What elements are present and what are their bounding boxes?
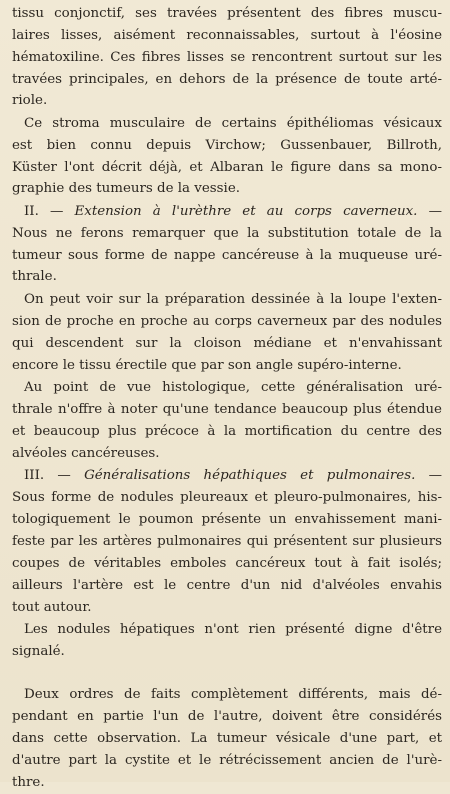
section-number: II. — — [24, 204, 75, 219]
text-line: tout autour. — [12, 600, 92, 615]
section-heading-line — [12, 201, 442, 223]
text-line: signalé. — [12, 644, 65, 659]
text-line: graphie des tumeurs de la vessie. — [12, 181, 240, 196]
text-line: Au point de vue histologique, cette généralisation uré- — [24, 380, 442, 395]
text-line: laires lisses, aisément reconnaissables, surtout à l'éosine — [12, 28, 442, 43]
text-line: Nous ne ferons remarquer que la substitution totale de la — [12, 226, 442, 241]
text-line: Küster l'ont décrit déjà, et Albaran le figure dans sa mono- — [12, 160, 442, 175]
text-line: qui descendent sur la cloison médiane et n'envahissant — [12, 336, 442, 351]
section-dash: — — [417, 204, 442, 219]
text-line: Les nodules hépatiques n'ont rien présenté digne d'être — [24, 622, 442, 637]
text-line: riole. — [12, 93, 48, 108]
text-line: d'autre part la cystite et le rétrécissement ancien de l'urè- — [12, 753, 442, 768]
text-line: On peut voir sur la préparation dessinée à la loupe l'exten- — [24, 292, 442, 307]
text-line: thrale n'offre à noter qu'une tendance beaucoup plus étendue — [12, 402, 442, 417]
text-line: travées principales, en dehors de la présence de toute arté- — [12, 72, 442, 87]
text-line: tologiquement le poumon présente un envahissement mani- — [12, 512, 442, 527]
section-title: Extension à l'urèthre et au corps caverneux. — [74, 204, 418, 219]
text-line: coupes de véritables emboles cancéreux tout à fait isolés; — [12, 556, 442, 571]
text-line: dans cette observation. La tumeur vésicale d'une part, et — [12, 731, 442, 746]
text-line: tumeur sous forme de nappe cancéreuse à la muqueuse uré- — [12, 248, 442, 263]
text-line: encore le tissu érectile que par son angle supéro-interne. — [12, 358, 402, 373]
text-line: et beaucoup plus précoce à la mortification du centre des — [12, 424, 442, 439]
text-line: feste par les artères pulmonaires qui présentent sur plusieurs — [12, 534, 442, 549]
section-dash: — — [415, 468, 442, 483]
section-title: Généralisations hépathiques et pulmonaires. — [84, 468, 416, 483]
text-line: hématoxiline. Ces fibres lisses se rencontrent surtout sur les — [12, 50, 442, 65]
text-line: ailleurs l'artère est le centre d'un nid d'alvéoles envahis — [12, 578, 442, 593]
section-heading-line — [12, 465, 442, 487]
section-number: III. — — [24, 468, 85, 483]
text-line: alvéoles cancéreuses. — [12, 446, 160, 461]
text-line: tissu conjonctif, ses travées présentent des fibres muscu- — [12, 6, 442, 21]
text-line: thrale. — [12, 269, 57, 284]
text-line: Deux ordres de faits complètement différents, mais dé- — [24, 687, 442, 702]
text-line: sion de proche en proche au corps caverneux par des nodules — [12, 314, 442, 329]
text-line: Sous forme de nodules pleureaux et pleuro-pulmonaires, his- — [12, 490, 442, 505]
text-line: est bien connu depuis Virchow; Gussenbauer, Billroth, — [12, 138, 442, 153]
text-line: Ce stroma musculaire de certains épithéliomas vésicaux — [24, 116, 442, 131]
text-line: pendant en partie l'un de l'autre, doivent être considérés — [12, 709, 442, 724]
text-line: thre. — [12, 775, 45, 790]
